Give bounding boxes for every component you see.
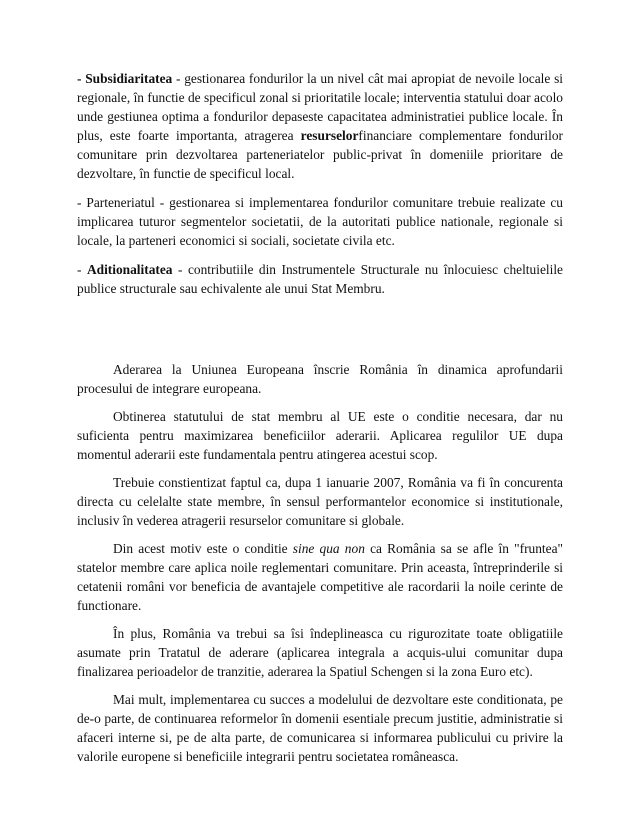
paragraph-parteneriat: - Parteneriatul - gestionarea si implementarea fondurilor comunitare trebuie realizate cu implicarea tuturor segmentelor societatii, de la autoritati publice nationale, regionale si locale, la parteneri economici si sociali, societate civila etc. — [77, 195, 563, 248]
paragraph-text: Din acest motiv este o conditie — [113, 541, 293, 556]
paragraph-aditionalitate — [77, 260, 563, 298]
italic-sine-qua-non: sine qua non — [292, 541, 365, 556]
bold-word-resurselor: resurselor — [300, 128, 359, 143]
paragraph-text: - gestionarea fondurilor la un nivel cât mai apropiat de nevoile locale si regionale, în functie de specificul zonal si prioritatile locale; interventia statului doar acolo unde gestiunea optima a fondurilor depaseste capacitatea administratiei publice locale. În plus, este foarte importanta, atragerea — [77, 71, 563, 143]
paragraph-trebuie: Trebuie constientizat faptul ca, dupa 1 ianuarie 2007, România va fi în concurenta directa cu celelalte state membre, în sensul performantelor economice si institutionale, inclusiv în vederea atragerii resurselor comunitare si globale. — [77, 475, 563, 528]
paragraph-text: ca România sa se afle în "fruntea" statelor membre care aplica noile reglementari comunitare. Prin aceasta, întreprinderile si cetatenii români vor beneficia de avantajele competitive ale racordarii la noile cerinte de functionare. — [77, 541, 563, 613]
term-subsidiaritatea: - Subsidiaritatea — [77, 71, 173, 86]
paragraph-text: financiare complementare fondurilor comunitare prin dezvoltarea parteneriatelor public-privat în domeniile prioritare de dezvoltare, în functie de specificul local. — [77, 128, 563, 181]
paragraph-text: - contributiile din Instrumentele Structurale nu înlocuiesc cheltuielile publice structurale sau echivalente ale unui Stat Membru. — [77, 262, 563, 296]
document-body — [77, 69, 563, 766]
paragraph-subsidiaritate — [77, 69, 563, 183]
paragraph-prefix: - — [77, 262, 87, 277]
paragraph-obtinerea: Obtinerea statutului de stat membru al UE este o conditie necesara, dar nu suficienta pentru maximizarea beneficiilor aderarii. Aplicarea regulilor UE dupa momentul aderarii este fundamentala pentru atingerea acestui scop. — [77, 409, 563, 462]
paragraph-aderarea: Aderarea la Uniunea Europeana înscrie România în dinamica aprofundarii procesului de integrare europeana. — [77, 362, 563, 396]
paragraph-mai-mult: Mai mult, implementarea cu succes a modelului de dezvoltare este conditionata, pe de-o parte, de continuarea reformelor în domenii esentiale precum justitie, administratie si afaceri interne si, pe de alta parte, de comunicarea si informarea publicului cu privire la valorile europene si beneficiile integrarii pentru societatea româneasca. — [77, 692, 563, 764]
paragraph-in-plus: În plus, România va trebui sa îsi îndeplineasca cu rigurozitate toate obligatiile asumate prin Tratatul de aderare (aplicarea integrala a acquis-ului comunitar dupa finalizarea perioadelor de tranzitie, aderarea la Spatiul Schengen si la zona Euro etc). — [77, 626, 563, 679]
term-aditionalitatea: Aditionalitatea — [86, 262, 173, 277]
paragraph-din-acest-motiv — [77, 539, 563, 615]
